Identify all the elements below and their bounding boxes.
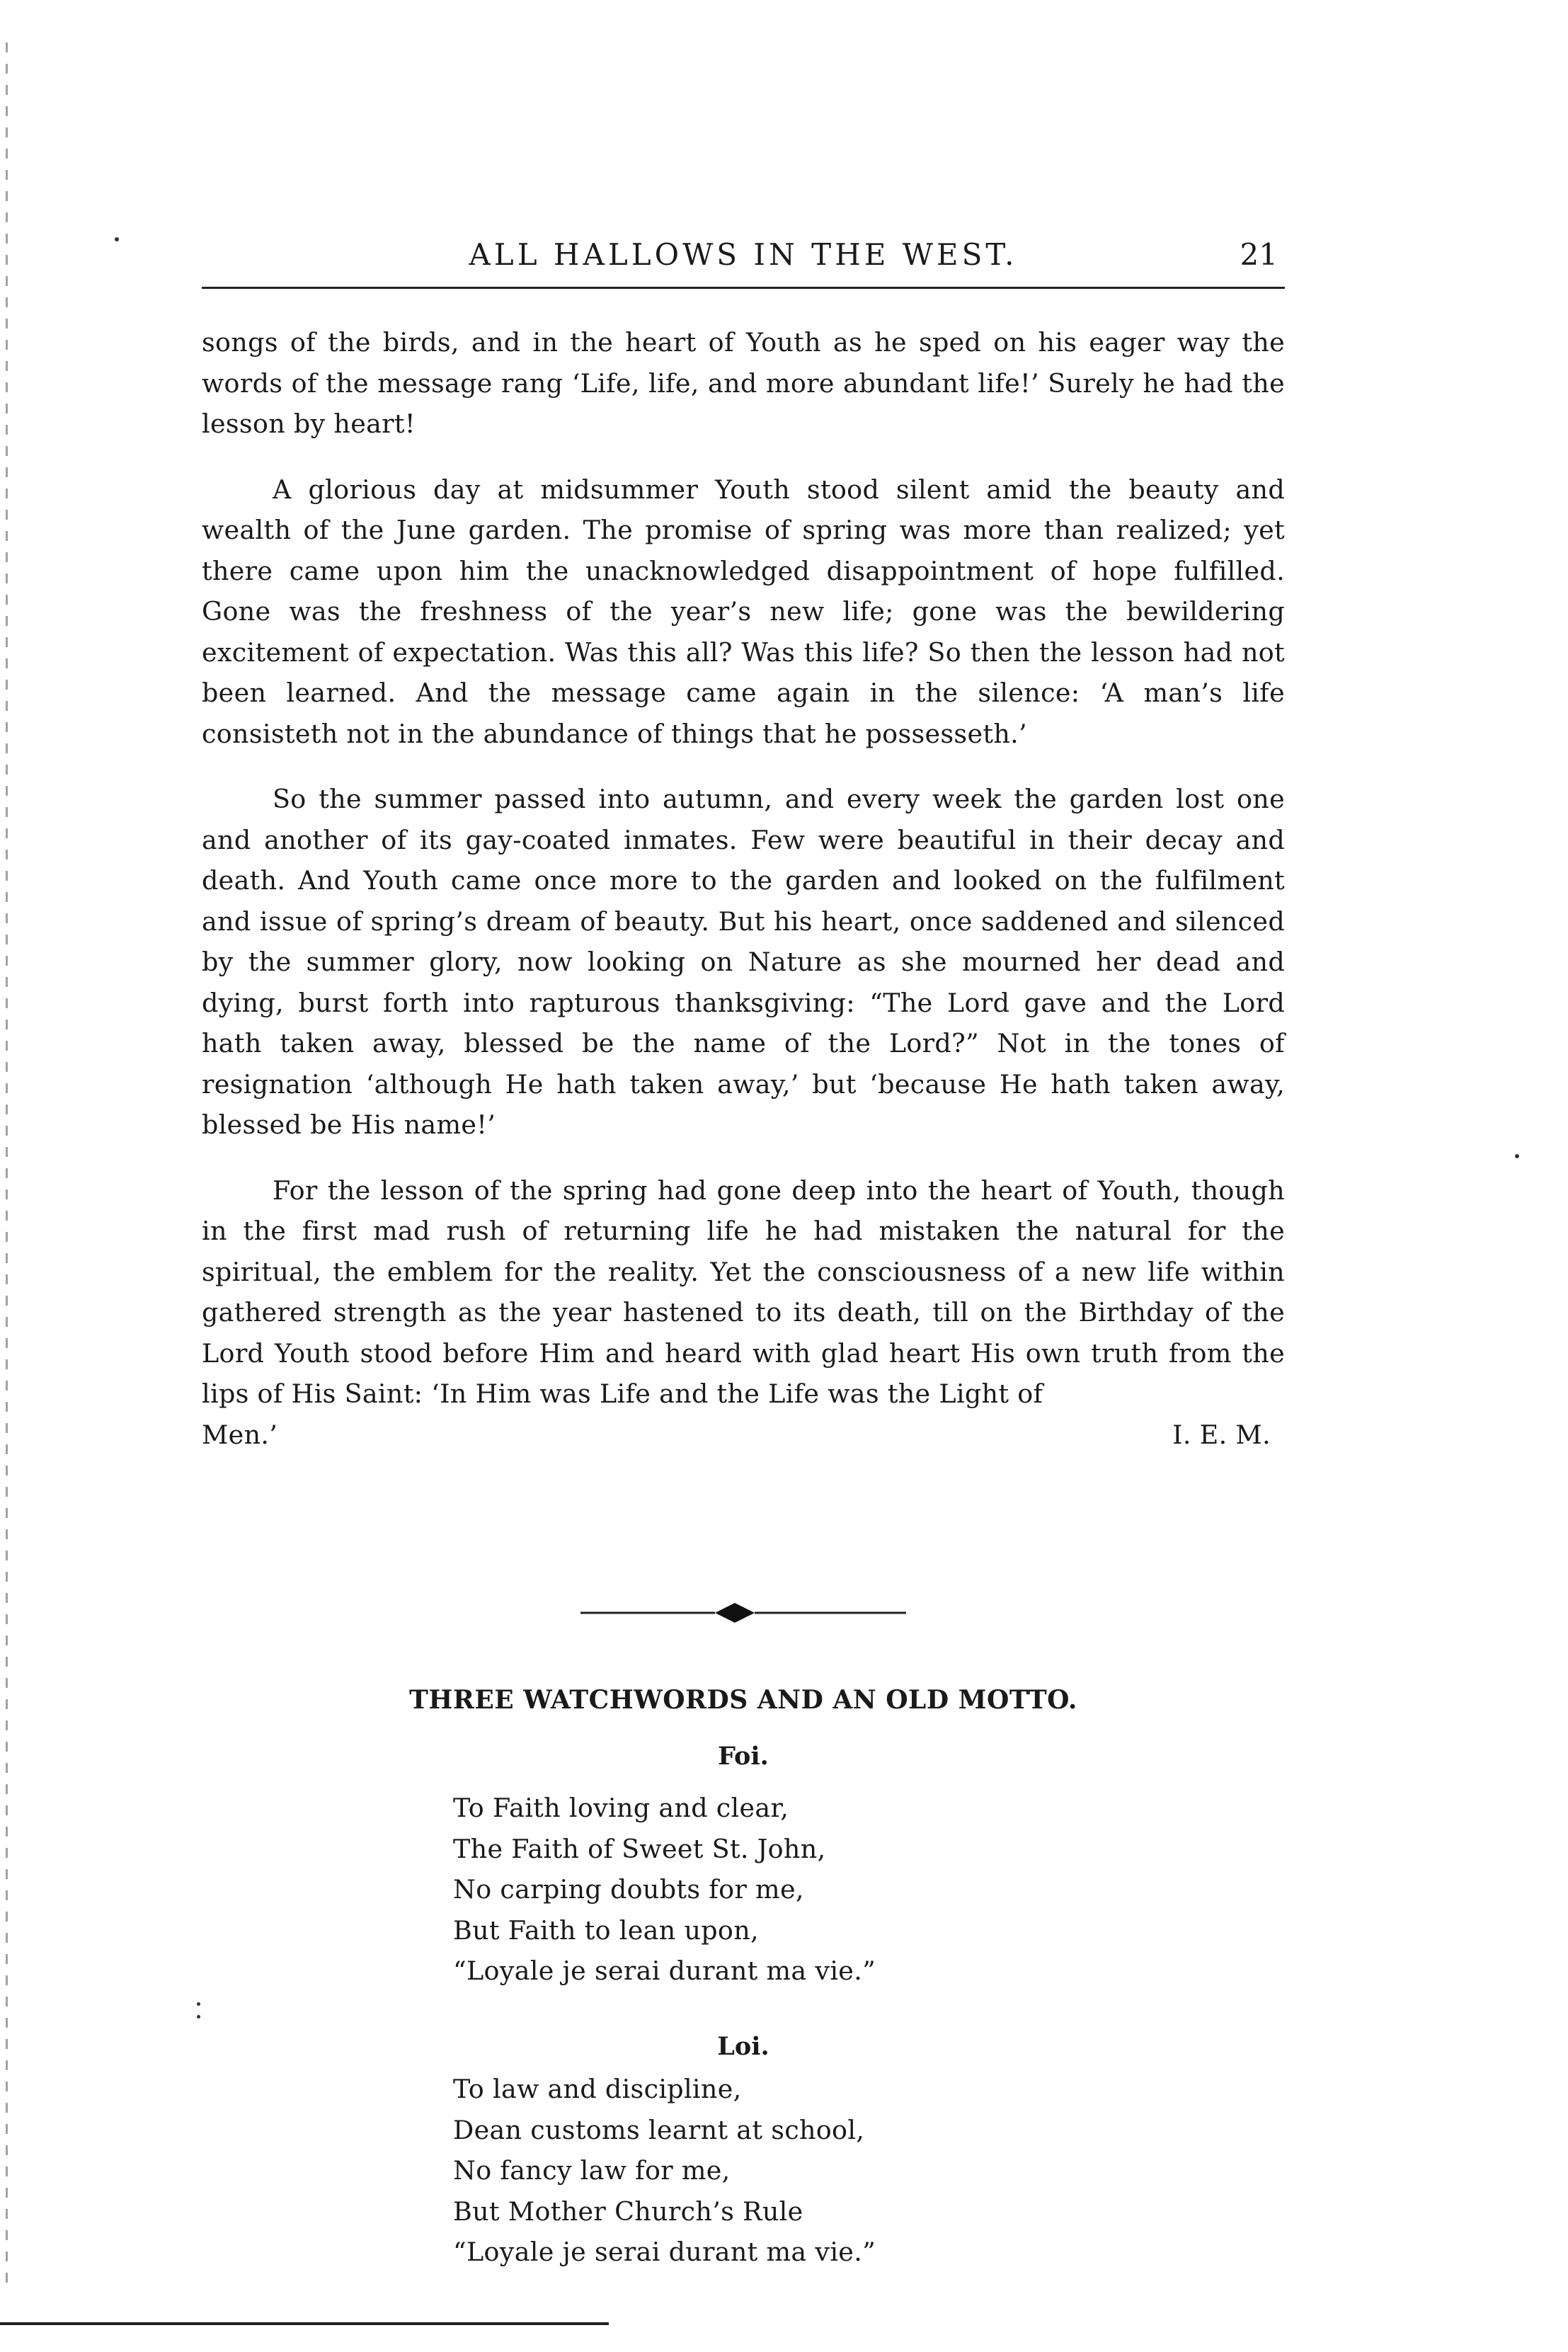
paragraph: A glorious day at midsummer Youth stood silent amid the beauty and wealth of the June garden. The promise of spring was more than realized; yet there came upon him the unacknowledged disappointment of hope fulfilled. Gone was the freshness of the year’s new life; gone was the bewildering excitement of expectation. Was this all? Was this life? So then the lesson had not been learned. And the message came again in the silence: ‘A man’s life consisteth not in the abundance of things that he possesseth.’ [202,474,1285,749]
section-divider-ornament [580,1599,906,1627]
page-number: 21 [1240,237,1278,272]
paragraph: So the summer passed into autumn, and every week the garden lost one and another of its gay-coated inmates. Few were beautiful in their decay and death. And Youth came once more to the garden and looked on the fulfilment and issue of spring’s dream of beauty. But his heart, once saddened and silenced by the summer glory, now looking on Nature as she mourned her dead and dying, burst forth into rapturous thanksgiving: “The Lord gave and the Lord hath taken away, blessed be the name of the Lord?” Not in the tones of resignation ‘although He hath taken away,’ but ‘because He hath taken away, blessed be His name!’ [202,784,1285,1140]
poem-line: But Mother Church’s Rule [453,2196,803,2227]
running-title: ALL HALLOWS IN THE WEST. [469,237,1018,272]
speck [115,237,119,241]
poem-line: But Faith to lean upon, [453,1914,759,1946]
header-rule [202,287,1285,289]
paragraph: For the lesson of the spring had gone deep into the heart of Youth, though in the first mad rush of returning life he had mistaken the natural for the spiritual, the emblem for the reality. Yet the consciousness of a new life within gathered strength as the year hastened to its death, till on the Birthday of the Lord Youth stood before Him and heard with glad heart His own truth from the lips of His Saint: ‘In Him was Life and the Life was the Light of [202,1175,1285,1409]
poem-line: No fancy law for me, [453,2155,731,2186]
stanza-foi [453,1788,876,1992]
running-header [202,237,1285,294]
paragraph: songs of the birds, and in the heart of Youth as he sped on his eager way the words of the message rang ‘Life, life, and more abundant life!’ Surely he had the lesson by heart! [202,327,1285,439]
speck [197,2015,200,2019]
speck [197,2002,200,2006]
poem-line: The Faith of Sweet St. John, [453,1833,826,1864]
article-body [202,322,1285,1455]
speck [1515,1154,1519,1158]
stanza-title-loi: Loi. [717,2032,769,2061]
binding-edge [6,42,8,2294]
stanza-title-foi: Foi. [718,1742,769,1771]
bottom-rule [0,2322,609,2325]
poem-line: To Faith loving and clear, [453,1793,789,1823]
closing-word: Men.’ [202,1419,278,1450]
stanza-loi [453,2069,876,2273]
poem-line: Dean customs learnt at school, [453,2114,865,2145]
poem-line: To law and discipline, [453,2074,742,2104]
author-signature: I. E. M. [1172,1419,1271,1450]
poem-line: “Loyale je serai durant ma vie.” [453,2237,876,2267]
poem-title: THREE WATCHWORDS AND AN OLD MOTTO. [409,1685,1077,1715]
poem-line: No carping doubts for me, [453,1874,804,1905]
poem-line: “Loyale je serai durant ma vie.” [453,1956,876,1986]
closing-line [202,1415,1285,1456]
